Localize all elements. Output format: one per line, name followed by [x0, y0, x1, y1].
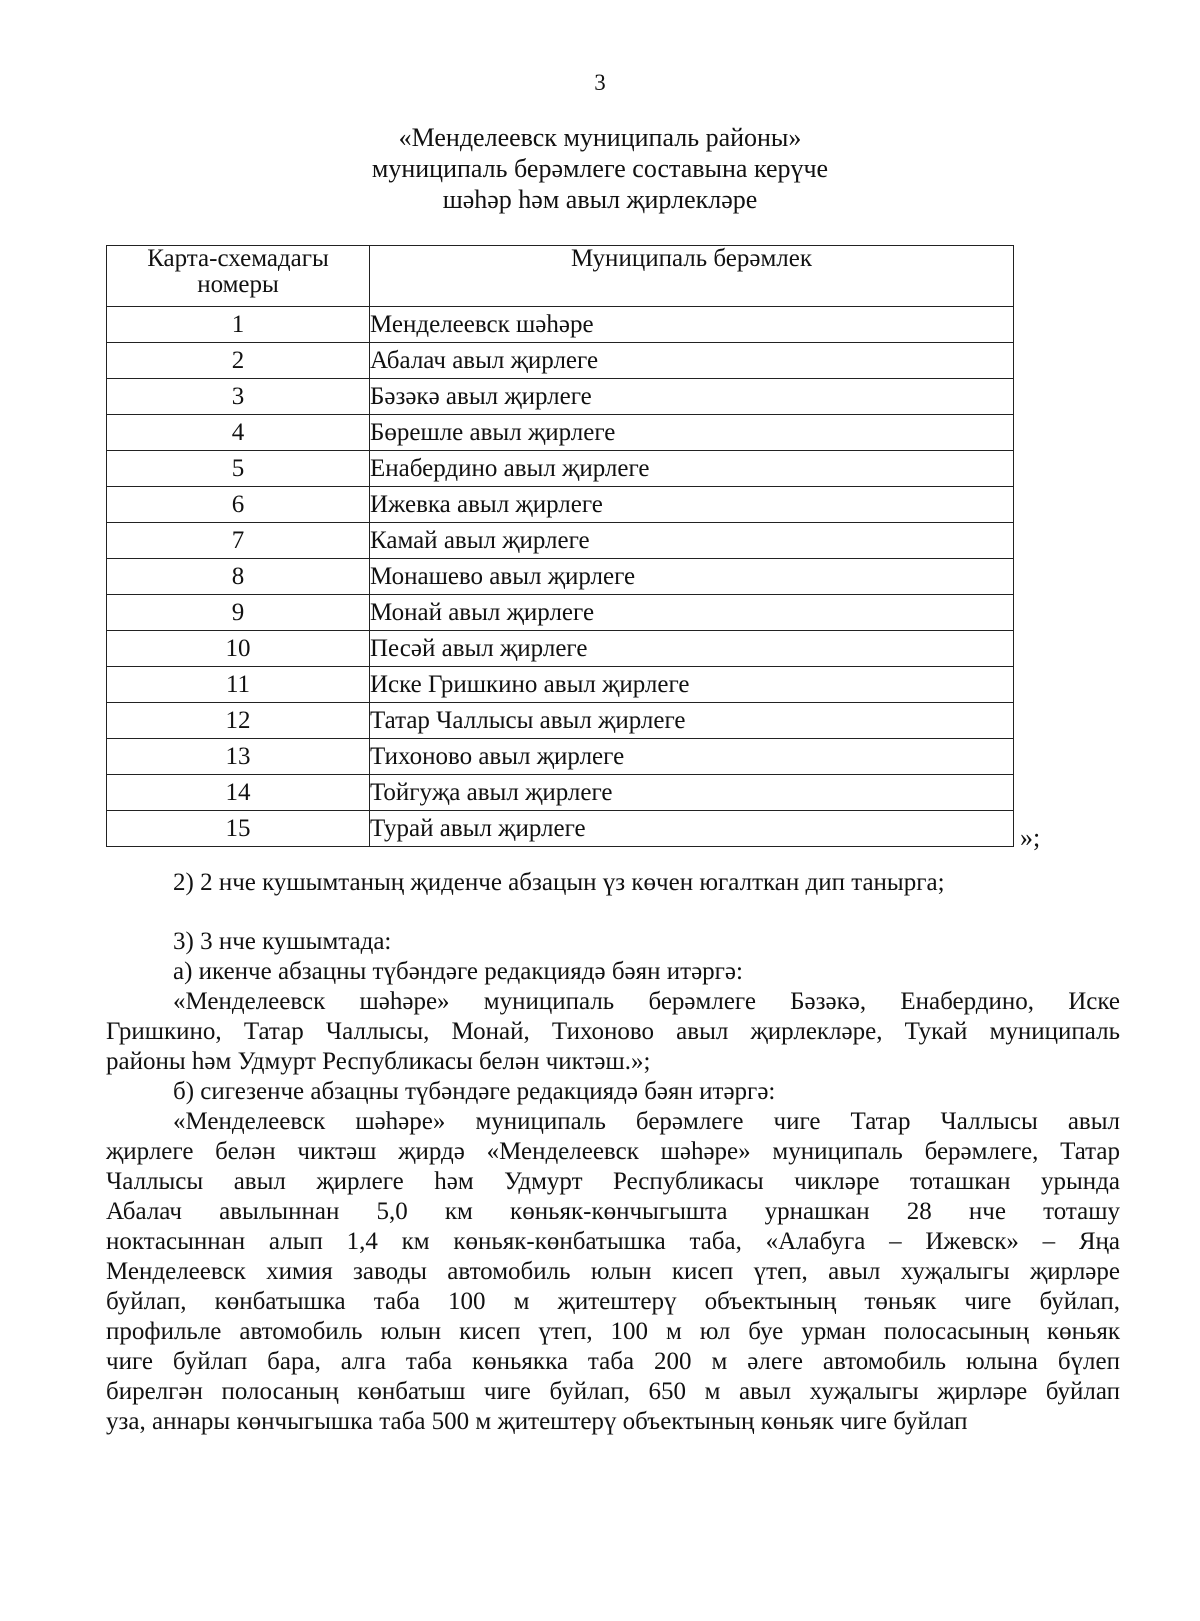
- table-header-row: [107, 246, 1014, 307]
- row-number-cell: 12: [107, 703, 370, 739]
- item-2-paragraph: [106, 868, 1120, 898]
- title-line-2: муниципаль берәмлеге составына керүче: [371, 154, 829, 183]
- paragraph-line: бирелгән полосаның көнбатыш чиге буйлап, 650 м авыл хуҗалыгы җирләре буйлап: [106, 1378, 1120, 1405]
- row-number-cell: 3: [107, 379, 370, 415]
- document-title: [0, 122, 1200, 215]
- row-unit-name-cell: Абалач авыл җирлеге: [370, 343, 1014, 379]
- row-unit-name-cell: Тихоново авыл җирлеге: [370, 739, 1014, 775]
- row-unit-name-cell: Турай авыл җирлеге: [370, 811, 1014, 847]
- row-unit-name-cell: Монашево авыл җирлеге: [370, 559, 1014, 595]
- paragraph-line: уза, аннары көнчыгышка таба 500 м җитештерү объектының көньяк чиге буйлап: [106, 1408, 968, 1435]
- table-body: [107, 307, 1014, 847]
- table-row: [107, 631, 1014, 667]
- row-number-cell: 15: [107, 811, 370, 847]
- row-unit-name-cell: Бөрешле авыл җирлеге: [370, 415, 1014, 451]
- table-row: [107, 739, 1014, 775]
- row-number-cell: 6: [107, 487, 370, 523]
- row-number-cell: 10: [107, 631, 370, 667]
- paragraph-line: профильле автомобиль юлын кисеп үтеп, 100 м юл буе урман полосасының көньяк: [106, 1318, 1120, 1345]
- paragraph-line: районы һәм Удмурт Республикасы белән чиктәш.»;: [106, 1048, 651, 1075]
- title-line-1: «Менделеевск муниципаль районы»: [398, 123, 802, 152]
- row-unit-name-cell: Менделеевск шәһәре: [370, 307, 1014, 343]
- row-number-cell: 7: [107, 523, 370, 559]
- paragraph-line: буйлап, көнбатышка таба 100 м җитештерү объектының төньяк чиге буйлап,: [106, 1288, 1120, 1315]
- row-number-cell: 5: [107, 451, 370, 487]
- table-row: [107, 415, 1014, 451]
- paragraph-line: Абалач авылыннан 5,0 км көньяк-көнчыгышта урнашкан 28 нче тоташу: [106, 1198, 1120, 1225]
- paragraph-line: Чаллысы авыл җирлеге һәм Удмурт Республикасы чикләре тоташкан урында: [106, 1168, 1120, 1195]
- table-row: [107, 307, 1014, 343]
- row-unit-name-cell: Иске Гришкино авыл җирлеге: [370, 667, 1014, 703]
- item-3-block: [106, 927, 1120, 1437]
- row-number-cell: 14: [107, 775, 370, 811]
- table-row: [107, 667, 1014, 703]
- item-3a-heading: а) икенче абзацны түбәндәге редакциядә бәян итәргә:: [173, 958, 743, 985]
- row-unit-name-cell: Камай авыл җирлеге: [370, 523, 1014, 559]
- table-row: [107, 595, 1014, 631]
- item-3b-heading: б) сигезенче абзацны түбәндәге редакциядә бәян итәргә:: [173, 1078, 776, 1105]
- paragraph-line: «Менделеевск шәһәре» муниципаль берәмлеге чиге Татар Чаллысы авыл: [173, 1108, 1120, 1135]
- table-row: [107, 379, 1014, 415]
- table-row: [107, 343, 1014, 379]
- paragraph-line: чиге буйлап бара, алга таба көньякка таба 200 м әлеге автомобиль юлына бүлеп: [106, 1348, 1120, 1375]
- header-map-number: Карта-схемадагы номеры: [107, 246, 370, 307]
- row-number-cell: 8: [107, 559, 370, 595]
- row-number-cell: 9: [107, 595, 370, 631]
- item-3b-quote: [106, 1107, 1120, 1437]
- table-row: [107, 523, 1014, 559]
- paragraph-line: җирлеге белән чиктәш җирдә «Менделеевск шәһәре» муниципаль берәмлеге, Татар: [106, 1138, 1120, 1165]
- header-municipal-unit: Муниципаль берәмлек: [370, 246, 1014, 307]
- row-unit-name-cell: Песәй авыл җирлеге: [370, 631, 1014, 667]
- row-unit-name-cell: Ижевка авыл җирлеге: [370, 487, 1014, 523]
- row-unit-name-cell: Монай авыл җирлеге: [370, 595, 1014, 631]
- table-row: [107, 487, 1014, 523]
- table-row: [107, 559, 1014, 595]
- row-number-cell: 11: [107, 667, 370, 703]
- municipal-units-table: [106, 245, 1014, 847]
- row-number-cell: 13: [107, 739, 370, 775]
- row-unit-name-cell: Енабердино авыл җирлеге: [370, 451, 1014, 487]
- title-line-3: шәһәр һәм авыл җирлекләре: [442, 185, 758, 214]
- closing-quote-mark: »;: [1020, 823, 1041, 852]
- item-3-heading: 3) 3 нче кушымтада:: [173, 928, 392, 955]
- table-row: [107, 703, 1014, 739]
- row-unit-name-cell: Татар Чаллысы авыл җирлеге: [370, 703, 1014, 739]
- item-2-text: 2) 2 нче кушымтаның җиденче абзацын үз көчен югалткан дип таныргa;: [173, 869, 945, 896]
- paragraph-line: «Менделеевск шәһәре» муниципаль берәмлеге Бәзәкә, Енабердино, Иске: [173, 988, 1120, 1015]
- row-number-cell: 4: [107, 415, 370, 451]
- paragraph-line: ноктасыннан алып 1,4 км көньяк-көнбатышка таба, «Алабуга – Ижевск» – Яңа: [106, 1228, 1120, 1255]
- table-row: [107, 451, 1014, 487]
- paragraph-line: Гришкино, Татар Чаллысы, Монай, Тихоново авыл җирлекләре, Тукай муниципаль: [106, 1018, 1120, 1045]
- table-row: [107, 811, 1014, 847]
- item-3a-quote: [106, 987, 1120, 1077]
- page-number: 3: [594, 70, 606, 95]
- row-unit-name-cell: Тойгуҗа авыл җирлеге: [370, 775, 1014, 811]
- row-unit-name-cell: Бәзәкә авыл җирлеге: [370, 379, 1014, 415]
- paragraph-line: Менделеевск химия заводы автомобиль юлын кисеп үтеп, авыл хуҗалыгы җирләре: [106, 1258, 1120, 1285]
- row-number-cell: 2: [107, 343, 370, 379]
- row-number-cell: 1: [107, 307, 370, 343]
- table-row: [107, 775, 1014, 811]
